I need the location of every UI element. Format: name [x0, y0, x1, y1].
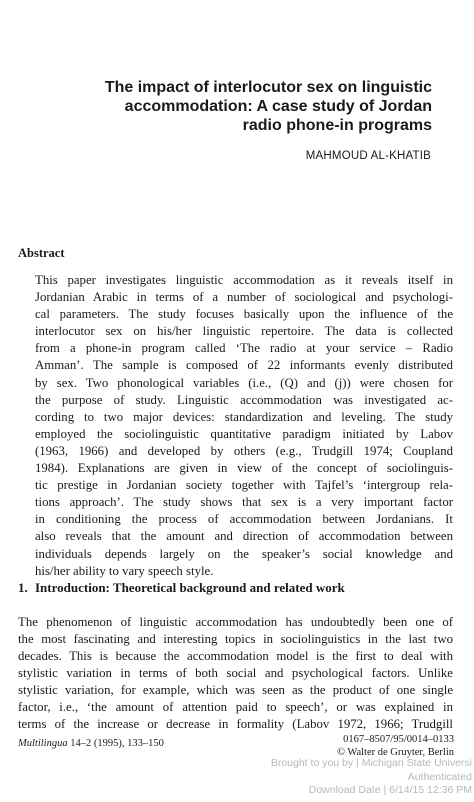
journal-name: Multilingua [18, 738, 68, 749]
body-line: factor, i.e., ‘the amount of attention paid to speech’, or was explained in [18, 700, 453, 714]
body-line: the most fascinating and interesting topics in sociolinguistics in the last two [18, 632, 453, 646]
abstract-line: individuals depends largely on the speaker’s social knowledge and [35, 546, 453, 561]
abstract-line: by sex. Two phonological variables (i.e., (Q) and (j)) were chosen for [35, 375, 453, 390]
body-line: The phenomenon of linguistic accommodation has undoubtedly been one of [18, 615, 453, 629]
issn-code: 0167–8507/95/0014–0133 [343, 734, 454, 745]
paper-title [32, 78, 432, 135]
watermark-line: Authenticated [407, 770, 472, 783]
download-watermark [271, 757, 472, 798]
abstract-body [35, 272, 453, 580]
watermark-line: Brought to you by | Michigan State Universi [270, 757, 472, 769]
watermark-line: Download Date | 6/14/15 12:36 PM [308, 784, 472, 796]
abstract-line: tic prestige in Jordanian society together with Tajfel’s ‘intergroup rela- [35, 478, 453, 493]
body-line: stylistic variation in terms of both social and psychological factors. Unlike [18, 666, 453, 680]
title-line: accommodation: A case study of Jordan [124, 98, 432, 115]
abstract-heading: Abstract [18, 246, 65, 260]
abstract-line: This paper investigates linguistic accommodation as it reveals itself in [35, 273, 453, 287]
abstract-line: Amman’. The sample is composed of 22 informants evenly distributed [35, 358, 453, 373]
citation-details: 14–2 (1995), 133–150 [70, 738, 164, 749]
section-heading [18, 580, 345, 596]
abstract-line: the purpose of study. Linguistic accommodation was investigated ac- [35, 392, 453, 407]
body-line: stylistic variation, for example, which was seen as the product of one single [18, 683, 453, 697]
title-line: The impact of interlocutor sex on linguistic [104, 79, 432, 96]
introduction-body [18, 614, 453, 733]
abstract-line: cal parameters. The study focuses basically upon the influence of the [35, 307, 453, 322]
abstract-line: tions approach’. The study shows that sex is a very important factor [35, 495, 453, 510]
abstract-line: in conditioning the process of accommodation between Jordanians. It [35, 512, 453, 527]
body-line: decades. This is because the accommodation model is the first to deal with [18, 649, 453, 663]
abstract-line: employed the sociolinguistic quantitative paradigm initiated by Labov [35, 426, 453, 441]
body-line: terms of the increase or decrease in formality (Labov 1972, 1966; Trudgill [18, 717, 453, 731]
abstract-line: Jordanian Arabic in terms of a number of sociological and psychologi- [35, 290, 453, 305]
abstract-line: cording to two major devices: standardization and leveling. The study [35, 409, 453, 424]
abstract-line: interlocutor sex on his/her linguistic repertoire. The data is collected [35, 324, 453, 339]
section-title: Introduction: Theoretical background and related work [35, 580, 345, 595]
abstract-line: (1963, 1966) and developed by others (e.g., Trudgill 1974; Coupland [35, 443, 453, 458]
publisher-info [337, 733, 454, 759]
title-line: radio phone-in programs [242, 117, 432, 134]
copyright-line: © Walter de Gruyter, Berlin [336, 747, 454, 758]
section-number: 1. [18, 580, 28, 595]
abstract-line: 1984). Explanations are given in view of the concept of sociolinguis- [35, 461, 453, 476]
journal-citation [18, 738, 164, 749]
abstract-line: from a phone-in program called ‘The radio at your service – Radio [35, 341, 453, 356]
abstract-line: also reveals that the amount and direction of accommodation between [35, 529, 453, 544]
abstract-line: his/her ability to vary speech style. [35, 563, 214, 578]
author-name: MAHMOUD AL-KHATIB [305, 150, 431, 162]
